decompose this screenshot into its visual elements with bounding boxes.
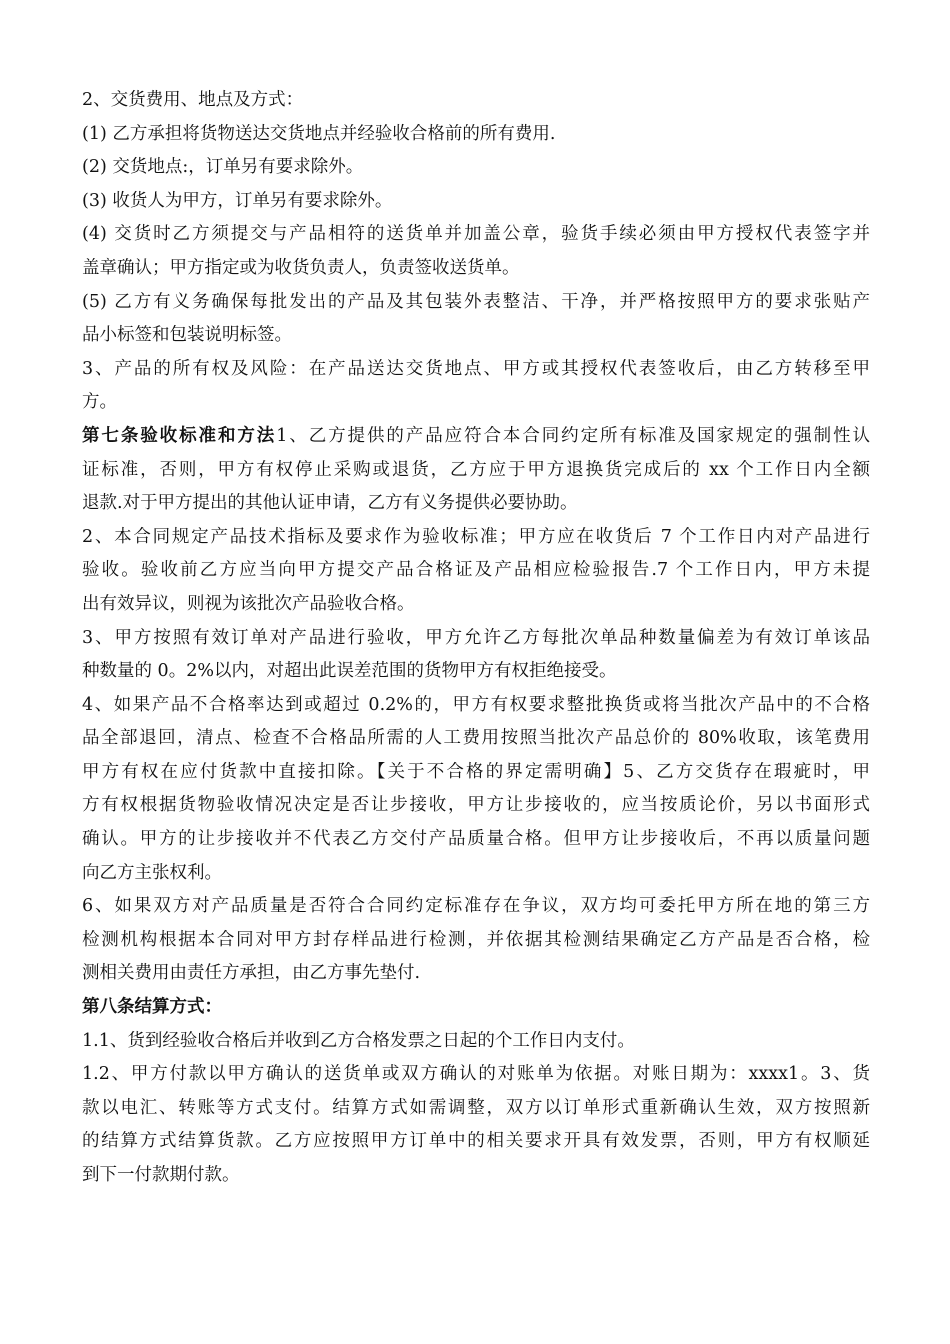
line-text: 3、产品的所有权及风险：在产品送达交货地点、甲方或其授权代表签收后，由乙方转移至甲 — [82, 358, 870, 379]
text-line — [82, 924, 870, 958]
line-text: (4) 交货时乙方须提交与产品相符的送货单并加盖公章，验货手续必须由甲方授权代表签字并 — [82, 224, 870, 245]
text-line — [82, 487, 870, 521]
text-line — [82, 118, 870, 152]
line-text: 品小标签和包装说明标签。 — [82, 325, 292, 346]
section-heading-line — [82, 420, 870, 454]
text-line — [82, 554, 870, 588]
line-text: 到下一付款期付款。 — [82, 1165, 240, 1185]
text-line — [82, 857, 870, 891]
line-text: 测相关费用由责任方承担，由乙方事先垫付. — [82, 963, 421, 984]
text-line — [82, 319, 870, 353]
line-text: 1.2、甲方付款以甲方确认的送货单或双方确认的对账单为依据。对账日期为：xxxx1。3、货 — [82, 1064, 870, 1085]
line-text: (1) 乙方承担将货物送达交货地点并经验收合格前的所有费用. — [82, 123, 556, 144]
text-line — [82, 185, 870, 219]
text-line — [82, 151, 870, 185]
line-text: 1.1、货到经验收合格后并收到乙方合格发票之日起的个工作日内支付。 — [82, 1030, 635, 1051]
text-line — [82, 1159, 870, 1193]
text-line — [82, 218, 870, 252]
text-line — [82, 454, 870, 488]
line-text: 检测机构根据本合同对甲方封存样品进行检测，并依据其检测结果确定乙方产品是否合格，检 — [82, 929, 870, 950]
text-line — [82, 252, 870, 286]
text-line — [82, 789, 870, 823]
line-text: 2、本合同规定产品技术指标及要求作为验收标准；甲方应在收货后 7 个工作日内对产品进行 — [82, 526, 870, 547]
line-text: 品全部退回，清点、检查不合格品所需的人工费用按照当批次产品总价的 80%收取，该笔费用 — [82, 728, 870, 749]
line-text: 证标准，否则，甲方有权停止采购或退货，乙方应于甲方退换货完成后的 xx 个工作日内全额 — [82, 459, 870, 480]
line-text: 款以电汇、转账等方式支付。结算方式如需调整，双方以订单形式重新确认生效，双方按照新 — [82, 1097, 870, 1118]
line-text: 的结算方式结算货款。乙方应按照甲方订单中的相关要求开具有效发票，否则，甲方有权顺延 — [82, 1131, 870, 1152]
line-text: 1、乙方提供的产品应符合本合同约定所有标准及国家规定的强制性认 — [276, 425, 870, 446]
line-text: 方有权根据货物验收情况决定是否让步接收，甲方让步接收的，应当按质论价，另以书面形式 — [82, 795, 870, 816]
text-line — [82, 957, 870, 991]
line-text: 退款.对于甲方提出的其他认证申请，乙方有义务提供必要协助。 — [82, 493, 578, 514]
text-line — [82, 622, 870, 656]
text-line — [82, 689, 870, 723]
text-line — [82, 890, 870, 924]
text-line — [82, 756, 870, 790]
text-line — [82, 521, 870, 555]
line-text: 2、交货费用、地点及方式： — [82, 90, 304, 110]
line-text: 确认。甲方的让步接收并不代表乙方交付产品质量合格。但甲方让步接收后，不再以质量问题 — [82, 829, 870, 850]
line-text: 种数量的 0。2%以内，对超出此误差范围的货物甲方有权拒绝接受。 — [82, 661, 617, 682]
text-line — [82, 1058, 870, 1092]
line-text: 方。 — [82, 392, 117, 413]
line-text: (5) 乙方有义务确保每批发出的产品及其包装外表整洁、干净，并严格按照甲方的要求张贴产 — [82, 291, 870, 312]
text-line — [82, 353, 870, 387]
section-heading: 第七条验收标准和方法 — [82, 425, 277, 446]
line-text: 验收。验收前乙方应当向甲方提交产品合格证及产品相应检验报告.7 个工作日内，甲方未提 — [82, 560, 870, 581]
text-line — [82, 1092, 870, 1126]
line-text: 甲方有权在应付货款中直接扣除。【关于不合格的界定需明确】5、乙方交货存在瑕疵时，甲 — [82, 761, 870, 782]
line-text: 出有效异议，则视为该批次产品验收合格。 — [82, 593, 415, 614]
line-text: 盖章确认；甲方指定或为收货负责人，负责签收送货单。 — [82, 257, 520, 278]
text-line — [82, 823, 870, 857]
text-line — [82, 1125, 870, 1159]
document-body — [82, 84, 870, 1193]
line-text: 3、甲方按照有效订单对产品进行验收，甲方允许乙方每批次单品种数量偏差为有效订单该品 — [82, 627, 870, 648]
text-line — [82, 286, 870, 320]
text-line — [82, 722, 870, 756]
section-heading: 第八条结算方式： — [82, 997, 222, 1018]
text-line — [82, 588, 870, 622]
line-text: 向乙方主张权利。 — [82, 862, 222, 883]
line-text: (2) 交货地点:，订单另有要求除外。 — [82, 157, 364, 178]
text-line — [82, 84, 870, 118]
line-text: (3) 收货人为甲方，订单另有要求除外。 — [82, 190, 393, 211]
line-text: 6、如果双方对产品质量是否符合合同约定标准存在争议，双方均可委托甲方所在地的第三方 — [82, 896, 870, 917]
text-line — [82, 386, 870, 420]
text-line — [82, 655, 870, 689]
section-heading-line — [82, 991, 870, 1025]
line-text: 4、如果产品不合格率达到或超过 0.2%的，甲方有权要求整批换货或将当批次产品中的不合格 — [82, 694, 870, 715]
text-line — [82, 1025, 870, 1059]
